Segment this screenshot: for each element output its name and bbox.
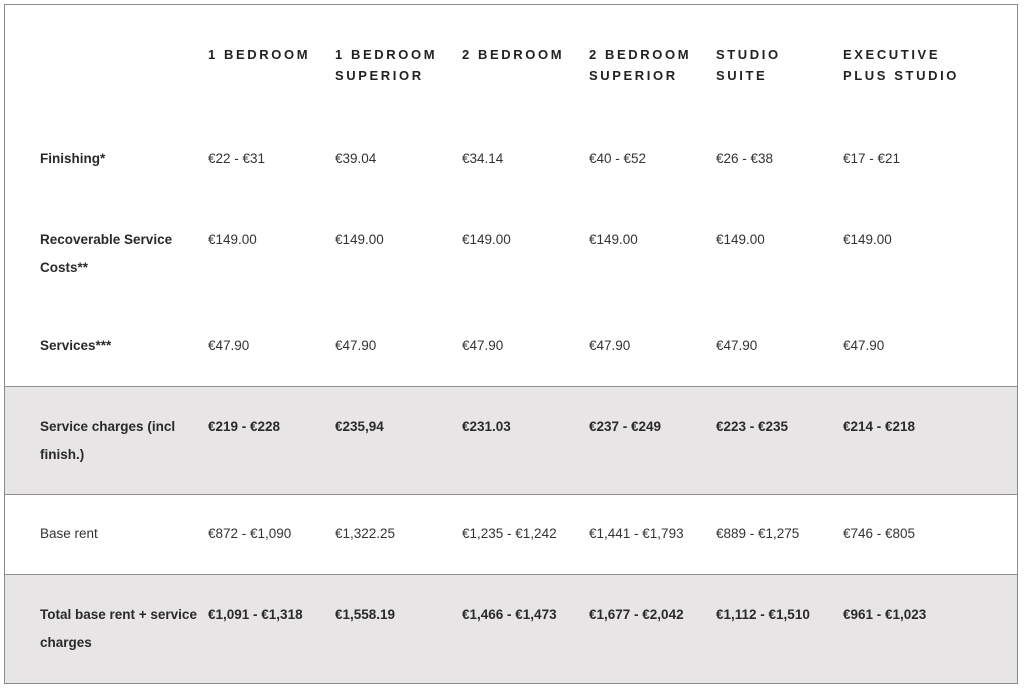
column-header-studio-suite: STUDIO SUITE xyxy=(716,47,781,83)
table-cell: €231.03 xyxy=(462,419,511,434)
table-cell: €39.04 xyxy=(335,151,377,166)
row-label: Services*** xyxy=(40,338,112,353)
table-cell: €1,235 - €1,242 xyxy=(462,526,557,541)
row-label: Base rent xyxy=(40,526,98,541)
table-cell: €47.90 xyxy=(462,338,504,353)
table-header xyxy=(5,45,1017,115)
table-cell: €1,112 - €1,510 xyxy=(716,607,810,622)
table-cell: €1,558.19 xyxy=(335,607,396,622)
table-cell: €237 - €249 xyxy=(589,419,662,434)
table-cell: €47.90 xyxy=(716,338,758,353)
row-label: Total base rent + service charges xyxy=(40,607,197,650)
table-cell: €1,441 - €1,793 xyxy=(589,526,684,541)
table-cell: €1,466 - €1,473 xyxy=(462,607,557,622)
table-cell: €872 - €1,090 xyxy=(208,526,292,541)
row-label: Service charges (incl finish.) xyxy=(40,419,176,462)
table-cell: €961 - €1,023 xyxy=(843,607,927,622)
table-row-base-rent xyxy=(5,520,1017,560)
table-cell: €889 - €1,275 xyxy=(716,526,800,541)
table-cell: €47.90 xyxy=(208,338,250,353)
column-header-2-bedroom-superior: 2 BEDROOM SUPERIOR xyxy=(589,47,692,83)
table-cell: €1,322.25 xyxy=(335,526,396,541)
table-cell: €1,677 - €2,042 xyxy=(589,607,684,622)
row-label: Recoverable Service Costs** xyxy=(40,232,173,275)
table-cell: €149.00 xyxy=(335,232,384,247)
table-cell: €149.00 xyxy=(462,232,511,247)
column-header-2-bedroom: 2 BEDROOM xyxy=(462,47,565,62)
table-cell: €219 - €228 xyxy=(208,419,281,434)
table-row-recoverable-service-costs xyxy=(5,226,1017,286)
table-row-total xyxy=(5,574,1017,684)
table-cell: €47.90 xyxy=(843,338,885,353)
table-cell: €746 - €805 xyxy=(843,526,916,541)
table-cell: €149.00 xyxy=(208,232,257,247)
column-header-1-bedroom-superior: 1 BEDROOM SUPERIOR xyxy=(335,47,438,83)
column-header-1-bedroom: 1 BEDROOM xyxy=(208,47,311,62)
table-row-finishing xyxy=(5,145,1017,185)
table-row-services xyxy=(5,332,1017,372)
table-cell: €1,091 - €1,318 xyxy=(208,607,303,622)
table-cell: €149.00 xyxy=(716,232,765,247)
table-cell: €17 - €21 xyxy=(843,151,901,166)
table-cell: €235,94 xyxy=(335,419,384,434)
table-cell: €40 - €52 xyxy=(589,151,647,166)
table-cell: €47.90 xyxy=(335,338,377,353)
table-cell: €223 - €235 xyxy=(716,419,789,434)
table-row-service-charges xyxy=(5,386,1017,495)
table-cell: €34.14 xyxy=(462,151,504,166)
table-cell: €214 - €218 xyxy=(843,419,916,434)
row-label: Finishing* xyxy=(40,151,106,166)
table-cell: €26 - €38 xyxy=(716,151,774,166)
pricing-table xyxy=(4,4,1018,684)
column-header-executive-plus-studio: EXECUTIVE PLUS STUDIO xyxy=(843,47,959,83)
table-cell: €22 - €31 xyxy=(208,151,266,166)
table-cell: €149.00 xyxy=(589,232,638,247)
table-cell: €149.00 xyxy=(843,232,892,247)
table-cell: €47.90 xyxy=(589,338,631,353)
